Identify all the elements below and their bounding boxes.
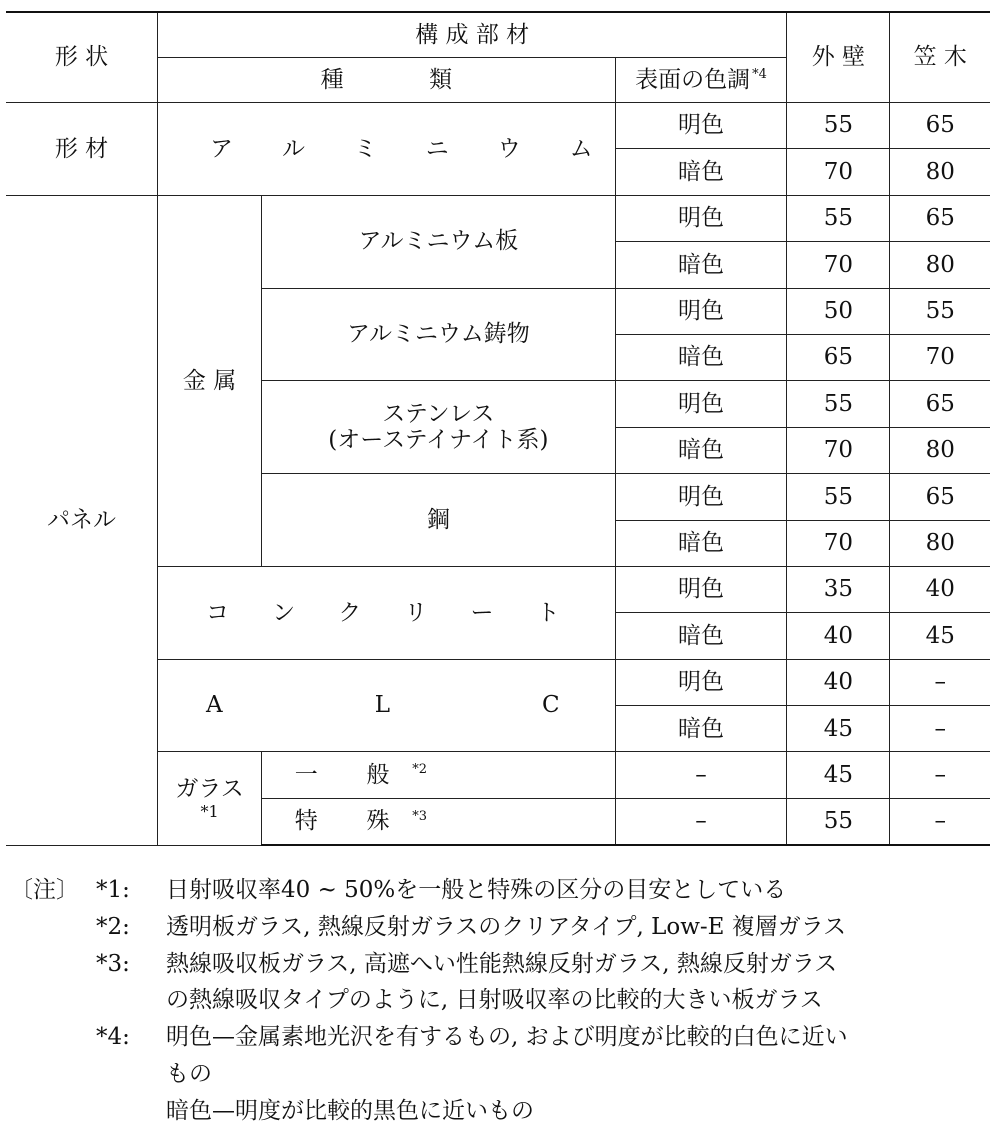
value-wall: 35 (787, 566, 890, 612)
kind-stainless: ステンレス (オーステイナイト系) (262, 381, 616, 474)
color-light: 明色 (615, 474, 787, 520)
value-wall: 50 (787, 288, 890, 334)
color-dark: 暗色 (615, 149, 787, 195)
kind-metal: 金 属 (158, 195, 262, 566)
value-coping: 80 (890, 520, 990, 566)
note-3: *3: 熱線吸収板ガラス, 高遮へい性能熱線反射ガラス, 熱線反射ガラス (96, 950, 838, 977)
note-1: 〔注〕 *1: 日射吸収率40 ~ 50%を一般と特殊の区分の目安としている (10, 872, 995, 909)
value-wall: 55 (787, 381, 890, 427)
value-wall: 45 (787, 706, 890, 752)
value-wall: 70 (787, 149, 890, 195)
value-coping: – (890, 659, 990, 705)
value-coping: – (890, 798, 990, 845)
kind-glass-general: 一 般 $^{*2}$ (262, 752, 616, 798)
value-coping: – (890, 706, 990, 752)
color-dark: 暗色 (615, 242, 787, 288)
color-light: 明色 (615, 659, 787, 705)
value-coping: 80 (890, 149, 990, 195)
header-coping: 笠 木 (890, 12, 990, 103)
value-coping: 80 (890, 242, 990, 288)
header-kind: 種 類 (158, 58, 616, 103)
note-4-dark: 暗色—明度が比較的黒色に近いもの (166, 1097, 534, 1124)
header-components: 構 成 部 材 (158, 12, 787, 58)
color-dark: 暗色 (615, 334, 787, 380)
value-wall: 40 (787, 613, 890, 659)
kind-concrete: コ ン ク リ ー ト (158, 566, 616, 659)
note-4: *4: 明色—金属素地光沢を有するもの, および明度が比較的白色に近い (96, 1024, 848, 1051)
value-wall: 70 (787, 427, 890, 473)
value-coping: 65 (890, 195, 990, 241)
color-dark: 暗色 (615, 706, 787, 752)
color-light: 明色 (615, 381, 787, 427)
value-coping: 65 (890, 381, 990, 427)
kind-al-plate: アルミニウム板 (262, 195, 616, 288)
value-coping: 55 (890, 288, 990, 334)
shape-panel: パネル (6, 195, 158, 845)
note-4-cont: もの (166, 1060, 212, 1087)
color-dark: 暗色 (615, 613, 787, 659)
value-coping: 65 (890, 474, 990, 520)
value-coping: 65 (890, 103, 990, 149)
shape-profile: 形 材 (6, 103, 158, 196)
color-light: 明色 (615, 195, 787, 241)
value-wall: 55 (787, 103, 890, 149)
value-coping: 40 (890, 566, 990, 612)
temperature-spec-table (6, 11, 990, 846)
note-2: *2: 透明板ガラス, 熱線反射ガラスのクリアタイプ, Low-E 複層ガラス (96, 913, 847, 940)
value-wall: 55 (787, 474, 890, 520)
value-wall: 55 (787, 195, 890, 241)
color-none: – (615, 752, 787, 798)
color-light: 明色 (615, 103, 787, 149)
value-coping: – (890, 752, 990, 798)
color-dark: 暗色 (615, 427, 787, 473)
value-wall: 40 (787, 659, 890, 705)
value-wall: 70 (787, 242, 890, 288)
value-wall: 45 (787, 752, 890, 798)
note-3-cont: の熱線吸収タイプのように, 日射吸収率の比較的大きい板ガラス (166, 987, 823, 1014)
kind-glass-special: 特 殊 $^{*3}$ (262, 798, 616, 845)
color-dark: 暗色 (615, 520, 787, 566)
value-coping: 80 (890, 427, 990, 473)
kind-al-cast: アルミニウム鋳物 (262, 288, 616, 381)
kind-steel: 鋼 (262, 474, 616, 567)
header-shape: 形 状 (6, 12, 158, 103)
header-exterior-wall: 外 壁 (787, 12, 890, 103)
value-wall: 55 (787, 798, 890, 845)
color-light: 明色 (615, 566, 787, 612)
value-coping: 70 (890, 334, 990, 380)
value-coping: 45 (890, 613, 990, 659)
notes-section (10, 872, 995, 1130)
kind-glass: ガラス *1 (158, 752, 262, 845)
kind-aluminum: ア ル ミ ニ ウ ム (158, 103, 616, 196)
color-light: 明色 (615, 288, 787, 334)
notes-tag: 〔注〕 (10, 877, 79, 903)
value-wall: 70 (787, 520, 890, 566)
kind-alc: A L C (158, 659, 616, 752)
color-none: – (615, 798, 787, 845)
value-wall: 65 (787, 334, 890, 380)
header-surface-color: 表面の色調 $^{*4}$ (615, 58, 787, 103)
